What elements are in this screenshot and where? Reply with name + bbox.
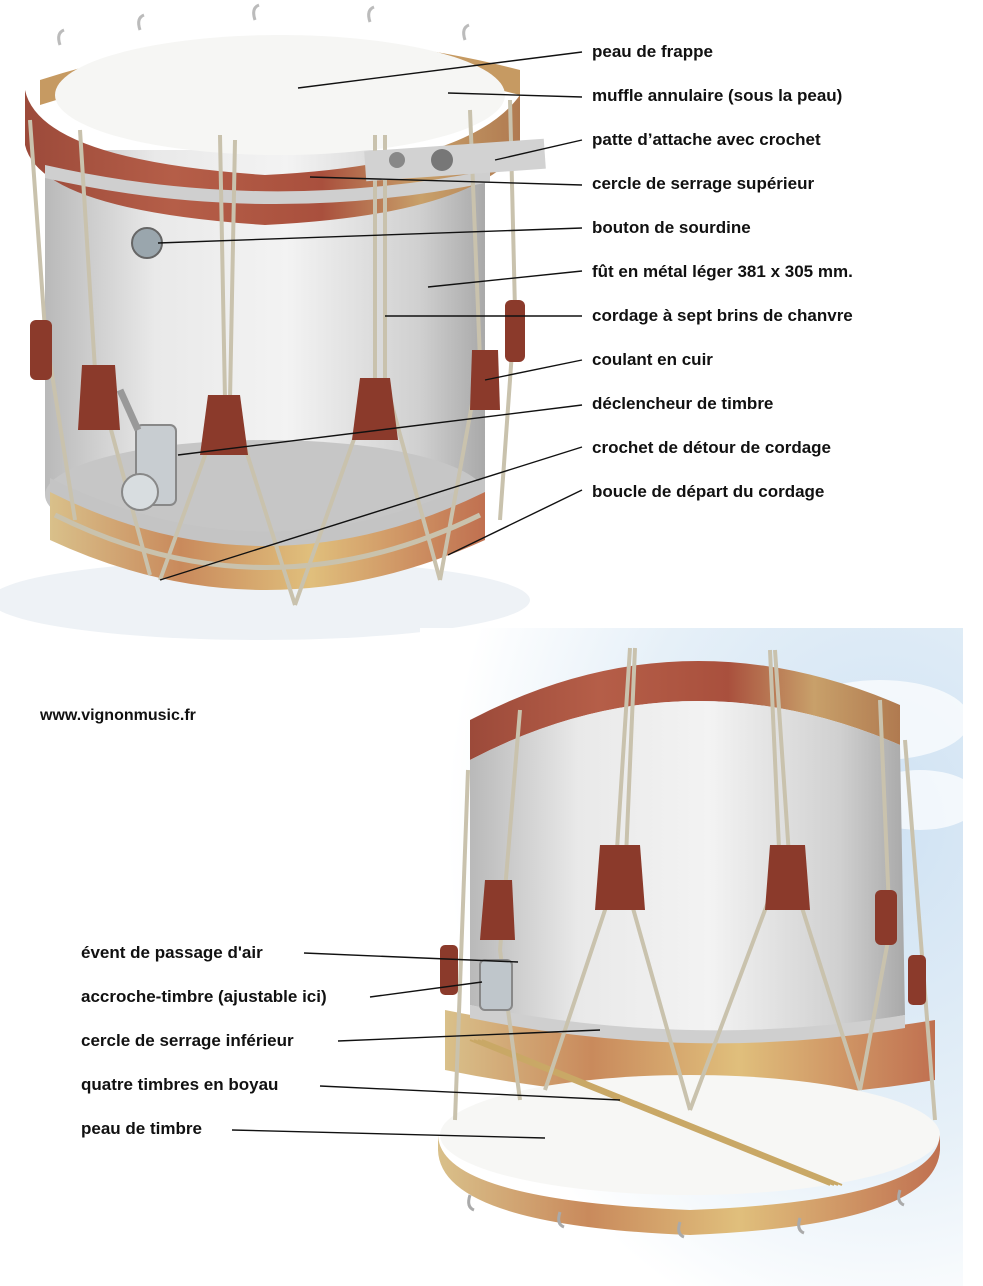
label-bouton-sourdine: bouton de sourdine — [592, 218, 751, 237]
label-cercle-inferieur: cercle de serrage inférieur — [81, 1031, 294, 1050]
label-cercle-superieur: cercle de serrage supérieur — [592, 174, 815, 193]
bottom-shell — [470, 701, 905, 1033]
label-patte-attache: patte d’attache avec crochet — [592, 130, 821, 149]
snare-strainer — [480, 960, 512, 1010]
label-event-air: évent de passage d'air — [81, 943, 263, 962]
label-declencheur-timbre: déclencheur de timbre — [592, 394, 774, 413]
label-fut-metal: fût en métal léger 381 x 305 mm. — [592, 262, 853, 281]
label-peau-timbre: peau de timbre — [81, 1119, 202, 1138]
label-cordage: cordage à sept brins de chanvre — [592, 306, 853, 325]
label-timbres-boyau: quatre timbres en boyau — [81, 1075, 279, 1094]
label-coulant-cuir: coulant en cuir — [592, 350, 713, 369]
label-accroche-timbre: accroche-timbre (ajustable ici) — [81, 987, 327, 1006]
top-drum-photo — [0, 0, 560, 640]
label-muffle-annulaire: muffle annulaire (sous la peau) — [592, 86, 843, 105]
snare-head — [440, 1075, 940, 1195]
label-boucle-depart: boucle de départ du cordage — [592, 482, 825, 501]
muffle-button — [132, 228, 162, 258]
label-peau-de-frappe: peau de frappe — [592, 42, 713, 61]
label-crochet-detour: crochet de détour de cordage — [592, 438, 831, 457]
website-url: www.vignonmusic.fr — [40, 707, 196, 724]
bottom-drum-photo — [420, 628, 980, 1286]
batter-head — [55, 35, 505, 155]
